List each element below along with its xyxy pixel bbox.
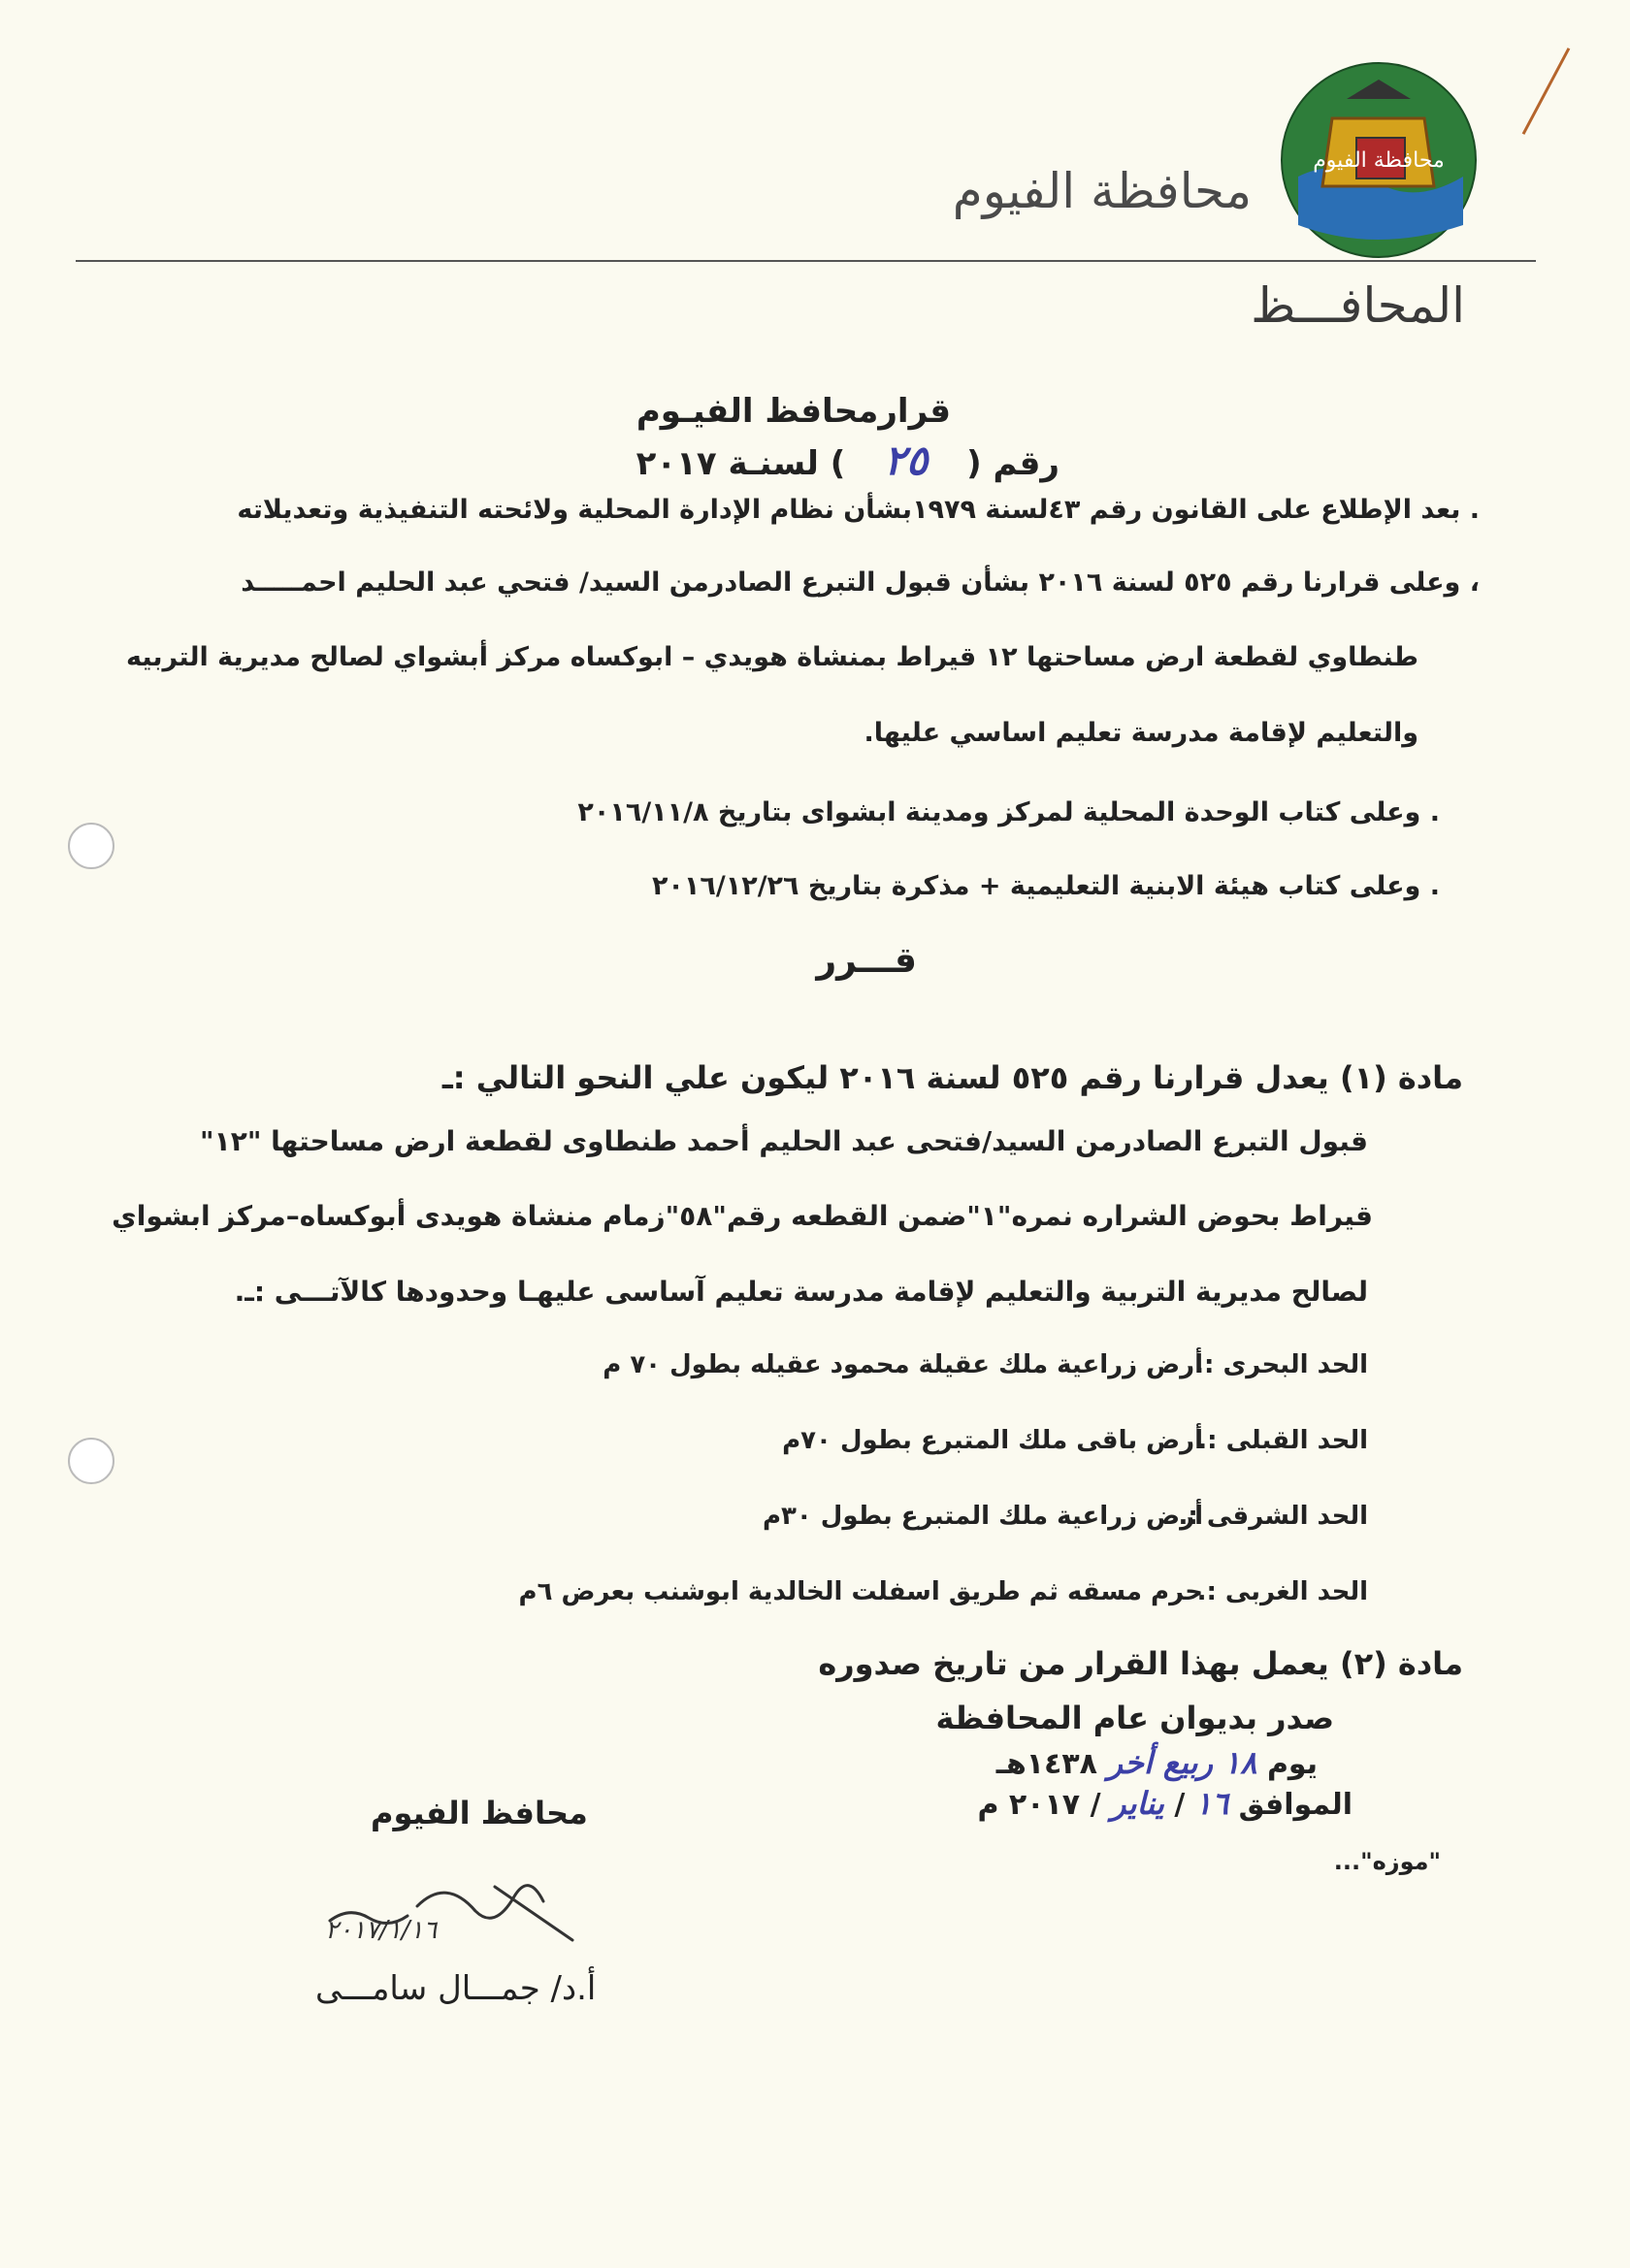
preamble-line-3: طنطاوي لقطعة ارض مساحتها ١٢ قيراط بمنشاة هويدي – ابوكساه مركز أبشواي لصالح مديرية التربيه	[126, 642, 1418, 672]
border-north	[603, 1350, 1368, 1379]
preamble-line-5: . وعلى كتاب الوحدة المحلية لمركز ومدينة ابشواى بتاريخ ٢٠١٦/١١/٨	[577, 797, 1440, 827]
greg-month-handwritten: يناير	[1110, 1785, 1164, 1822]
greg-prefix: الموافق	[1238, 1788, 1353, 1822]
border-west	[519, 1577, 1368, 1606]
border-east	[763, 1502, 1368, 1531]
hijri-date	[996, 1744, 1318, 1781]
decision-number	[636, 437, 1060, 484]
hijri-handwritten: ١٨ ربيع أخر	[1107, 1744, 1257, 1781]
gregorian-date: الموافق ١٦ / يناير / ٢٠١٧ م	[977, 1785, 1353, 1822]
header-divider	[76, 260, 1536, 262]
border-value: أرض زراعية ملك المتبرع بطول ٣٠م	[762, 1502, 1203, 1531]
border-label: الحد البحرى :.	[1194, 1350, 1368, 1379]
greg-day-handwritten: ١٦	[1194, 1785, 1229, 1822]
hijri-year: ١٤٣٨هـ	[995, 1747, 1097, 1781]
signature-date: ٢٠١٧/١/١٦	[325, 1916, 438, 1945]
number-prefix: رقم (	[966, 444, 1060, 483]
border-value: حرم مسقه ثم طريق اسفلت الخالدية ابوشنب بعرض ٦م	[518, 1577, 1203, 1606]
decree-heading: قـــرر	[816, 941, 917, 981]
article-1-heading: مادة (١) يعدل قرارنا رقم ٥٢٥ لسنة ٢٠١٦ ليكون علي النحو التالي :ـ	[441, 1059, 1463, 1096]
typist-reference: "موزه"...	[1333, 1848, 1441, 1875]
preamble-line-6: . وعلى كتاب هيئة الابنية التعليمية + مذكرة بتاريخ ٢٠١٦/١٢/٢٦	[651, 871, 1440, 901]
office-label: المحافـــظ	[1251, 277, 1465, 334]
border-value: أرض باقى ملك المتبرع بطول ٧٠م	[782, 1426, 1203, 1455]
issued-at: صدر بديوان عام المحافظة	[935, 1700, 1334, 1736]
signatory-title: محافظ الفيوم	[371, 1795, 588, 1831]
number-suffix: ) لسنـة ٢٠١٧	[636, 444, 846, 483]
number-handwritten: ٢٥	[884, 437, 929, 484]
article-1-line-1: قبول التبرع الصادرمن السيد/فتحى عبد الحليم أحمد طنطاوى لقطعة ارض مساحتها "١٢"	[200, 1125, 1368, 1157]
hijri-prefix: يوم	[1266, 1747, 1318, 1781]
border-value: أرض زراعية ملك عقيلة محمود عقيله بطول ٧٠ م	[603, 1350, 1203, 1379]
governorate-logo	[1279, 60, 1479, 260]
org-title: محافظة الفيوم	[952, 163, 1252, 219]
punch-hole-top	[68, 823, 114, 869]
punch-hole-bottom	[68, 1438, 114, 1484]
border-south	[782, 1426, 1368, 1455]
logo-text: محافظة الفيوم	[1313, 148, 1445, 173]
preamble-line-2: ، وعلى قرارنا رقم ٥٢٥ لسنة ٢٠١٦ بشأن قبول التبرع الصادرمن السيد/ فتحي عبد الحليم احمـــــد	[241, 567, 1480, 598]
greg-year: / ٢٠١٧ م	[977, 1788, 1101, 1822]
pen-mark	[1522, 48, 1571, 135]
article-1-line-3: لصالح مديرية التربية والتعليم لإقامة مدرسة تعليم آساسى عليهـا وحدودها كالآتـــى :ـ.	[234, 1276, 1368, 1308]
border-label: الحد الشرقى :.	[1178, 1502, 1368, 1531]
decision-title: قرارمحافظ الفيـوم	[636, 392, 951, 431]
border-label: الحد الغربى :.	[1196, 1577, 1368, 1606]
border-label: الحد القبلى :.	[1197, 1426, 1368, 1455]
preamble-line-4: والتعليم لإقامة مدرسة تعليم اساسي عليها.	[864, 718, 1418, 748]
preamble-line-1: . بعد الإطلاع على القانون رقم ٤٣لسنة ١٩٧٩بشأن نظام الإدارة المحلية ولائحته التنفيذية وتعديلاته	[237, 495, 1480, 525]
article-2: مادة (٢) يعمل بهذا القرار من تاريخ صدوره	[818, 1645, 1463, 1682]
signatory-name: أ.د/ جمـــال سامـــى	[315, 1969, 597, 2008]
article-1-line-2: قيراط بحوض الشراره نمره"١"ضمن القطعه رقم"٥٨"زمام منشاة هويدى أبوكساه–مركز ابشواي	[112, 1200, 1373, 1232]
